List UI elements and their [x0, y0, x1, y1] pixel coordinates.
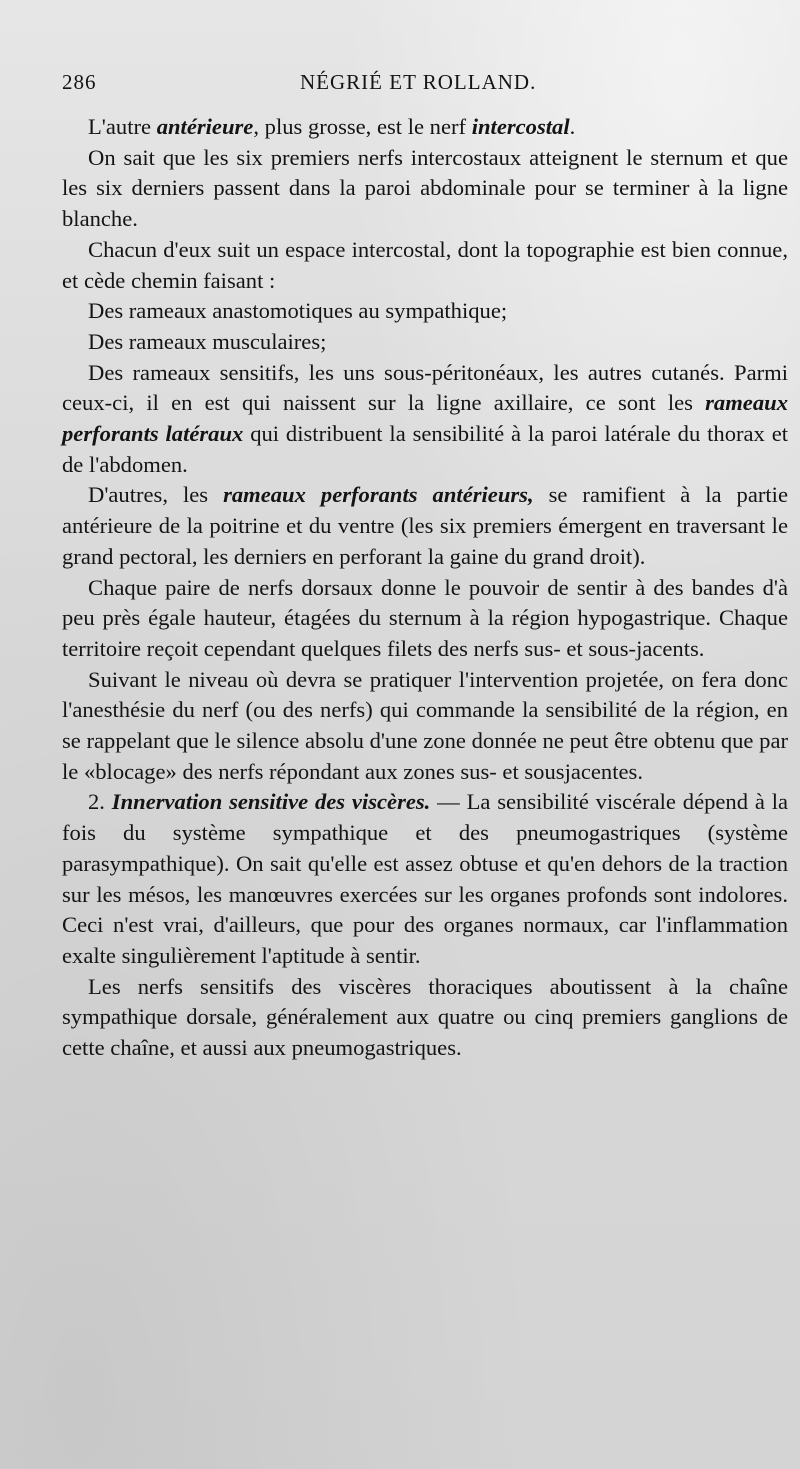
page-number: 286 — [62, 70, 97, 94]
paragraph-3: Chacun d'eux suit un espace intercostal, dont la topographie est bien connue, et cède chemin faisant : — [62, 236, 788, 293]
section-heading: Innervation sensitive des viscères. — [111, 789, 431, 815]
paragraph-1: L'autre antérieure, plus grosse, est le nerf intercostal. — [88, 114, 576, 139]
list-item-anastomotiques: Des rameaux anastomotiques au sympathique; — [88, 298, 508, 324]
running-head — [62, 70, 788, 100]
section-number: 2. — [88, 789, 112, 815]
paragraph-rameaux-sensitifs: Des rameaux sensitifs, les uns sous-péritonéaux, les autres cutanés. Parmi ceux-ci, il en est qui naissent sur la ligne axillaire, ce sont les rameaux perforants latéraux qui distribuent la sensibilité à la paroi latérale du thorax et de l'abdomen. — [62, 359, 788, 477]
running-title: NÉGRIÉ ET ROLLAND. — [300, 70, 537, 94]
paragraph-rameaux-anterieurs: D'autres, les rameaux perforants antérieurs, se ramifient à la partie antérieure de la poitrine et du ventre (les six premiers émergent en traversant le grand pectoral, les derniers en perforant la gaine du grand droit). — [62, 482, 788, 569]
term-anterieure: antérieure — [156, 114, 254, 139]
term-rameaux-perforants-lateraux: rameaux perforants latéraux — [62, 390, 788, 447]
paragraph-nerfs-dorsaux: Chaque paire de nerfs dorsaux donne le pouvoir de sentir à des bandes d'à peu près égale hauteur, étagées du sternum à la région hypogastrique. Chaque territoire reçoit cependant quelques filets des nerfs sus- et sous-jacents. — [62, 574, 788, 661]
body-text — [62, 112, 788, 1064]
paragraph-2: On sait que les six premiers nerfs intercostaux atteignent le sternum et que les six derniers passent dans la paroi abdominale pour se terminer à la ligne blanche. — [62, 144, 788, 232]
term-intercostal: intercostal — [471, 114, 570, 139]
term-rameaux-perforants-anterieurs: rameaux perforants antérieurs, — [223, 482, 534, 508]
section-innervation-visceres: 2. Innervation sensitive des viscères. — La sensibilité viscérale dépend à la fois du système sympathique et des pneumogastriques (système parasympathique). On sait qu'elle est assez obtuse et qu'en dehors de la traction sur les mésos, les manœuvres exercées sur les organes profonds sont indolores. Ceci n'est vrai, d'ailleurs, que pour des organes normaux, car l'inflammation exalte singulièrement l'aptitude à sentir. — [62, 789, 788, 968]
paragraph-intervention: Suivant le niveau où devra se pratiquer l'intervention projetée, on fera donc l'anesthésie du nerf (ou des nerfs) qui commande la sensibilité de la région, en se rappelant que le silence absolu d'une zone donnée ne peut être obtenu que par le «blocage» des nerfs répondant aux zones sus- et sousjacentes. — [62, 666, 788, 784]
list-item-musculaires: Des rameaux musculaires; — [88, 328, 327, 354]
paragraph-nerfs-sensitifs-visceres: Les nerfs sensitifs des viscères thoraciques aboutissent à la chaîne sympathique dorsale, généralement aux quatre ou cinq premiers ganglions de cette chaîne, et aussi aux pneumogastriques. — [62, 973, 788, 1061]
